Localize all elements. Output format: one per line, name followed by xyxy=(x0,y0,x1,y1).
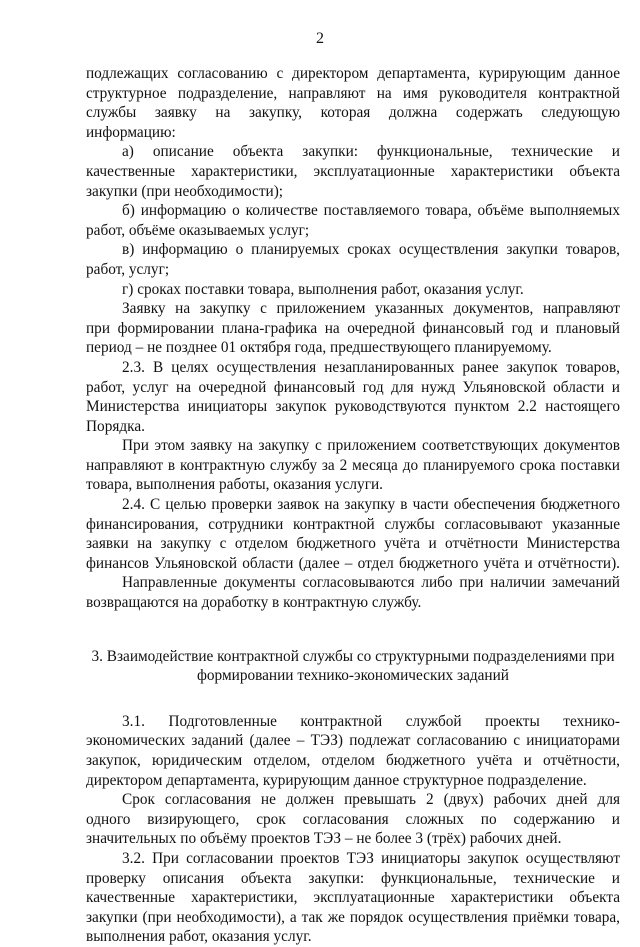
text-line: службы заявку на закупку, которая должна содержать следующую xyxy=(86,104,620,122)
document-body xyxy=(86,64,620,947)
text-line: Срок согласования не должен превышать 2 (двух) рабочих дней для xyxy=(122,791,620,809)
text-line: одного визирующего, срок согласования сложных по содержанию и xyxy=(86,810,620,828)
section-3-text xyxy=(86,712,620,947)
text-line: подлежащих согласованию с директором департамента, курирующим данное xyxy=(86,65,620,82)
text-line: период – не позднее 01 октября года, предшествующего планируемому. xyxy=(86,339,552,357)
text-line: работ, объёме оказываемых услуг; xyxy=(86,221,310,239)
text-line: информацию: xyxy=(86,123,176,141)
text-line: направляют в контрактную службу за 2 месяца до планируемого срока поставки xyxy=(86,456,620,474)
heading-line: 3. Взаимодействие контрактной службы со структурными подразделениями при xyxy=(91,647,615,665)
text-line: товара, выполнения работы, оказания услуги. xyxy=(86,476,383,494)
text-line: при формировании плана-графика на очередной финансовый год и плановый xyxy=(86,319,620,337)
text-line: в) информацию о планируемых сроках осуществления закупки товаров, xyxy=(122,241,620,259)
text-line: 2.3. В целях осуществления незапланированных ранее закупок товаров, xyxy=(122,358,620,376)
text-line: б) информацию о количестве поставляемого товара, объёме выполняемых xyxy=(122,202,620,220)
text-line: закупки (при необходимости), а так же порядок осуществления приёмки товара, xyxy=(86,908,620,926)
text-line: возвращаются на доработку в контрактную службу. xyxy=(86,594,422,612)
section-3-heading xyxy=(86,647,620,686)
text-line: а) описание объекта закупки: функциональные, технические и xyxy=(122,143,620,161)
text-line: г) сроках поставки товара, выполнения работ, оказания услуг. xyxy=(122,280,524,298)
text-line: финансов Ульяновской области (далее – отдел бюджетного учёта и отчётности). xyxy=(86,554,620,572)
text-line: закупки (при необходимости); xyxy=(86,182,284,200)
text-line: структурное подразделение, направляют на имя руководителя контрактной xyxy=(86,84,620,102)
text-line: работ, услуг; xyxy=(86,260,170,278)
text-line: 2.4. С целью проверки заявок на закупку в части обеспечения бюджетного xyxy=(122,496,620,514)
text-line: проверку описания объекта закупки: функциональные, технические и xyxy=(86,869,620,887)
text-line: 3.2. При согласовании проектов ТЭЗ инициаторы закупок осуществляют xyxy=(122,849,620,867)
text-line: выполнения работ, оказания услуг. xyxy=(86,928,312,946)
text-line: значительных по объёму проектов ТЭЗ – не более 3 (трёх) рабочих дней. xyxy=(86,830,562,848)
text-line: заявки на закупку с отделом бюджетного учёта и отчётности Министерства xyxy=(86,535,620,553)
text-line: Направленные документы согласовываются либо при наличии замечаний xyxy=(122,574,620,592)
text-line: Порядка. xyxy=(86,417,145,435)
text-line: 3.1. Подготовленные контрактной службой проекты технико- xyxy=(122,712,620,730)
text-line: Заявку на закупку с приложением указанных документов, направляют xyxy=(122,300,620,318)
text-line: директором департамента, курирующим данное структурное подразделение. xyxy=(86,771,587,789)
text-line: качественные характеристики, эксплуатационные характеристики объекта xyxy=(86,162,620,180)
heading-line: формировании технико-экономических заданий xyxy=(196,667,509,685)
text-line: работ, услуг на очередной финансовый год для нужд Ульяновской области и xyxy=(86,378,620,396)
text-line: качественные характеристики, эксплуатационные характеристики объекта xyxy=(86,889,620,907)
page-number: 2 xyxy=(316,30,324,47)
text-line: При этом заявку на закупку с приложением соответствующих документов xyxy=(122,437,620,455)
text-line: закупок, юридическим отделом, отделом бюджетного учёта и отчётности, xyxy=(86,752,620,769)
section-2-text xyxy=(86,64,620,613)
text-line: Министерства инициаторы закупок руководствуются пунктом 2.2 настоящего xyxy=(86,398,620,416)
text-line: экономических заданий (далее – ТЭЗ) подлежат согласованию с инициаторами xyxy=(86,732,620,750)
text-line: финансирования, сотрудники контрактной службы согласовывают указанные xyxy=(86,515,620,533)
